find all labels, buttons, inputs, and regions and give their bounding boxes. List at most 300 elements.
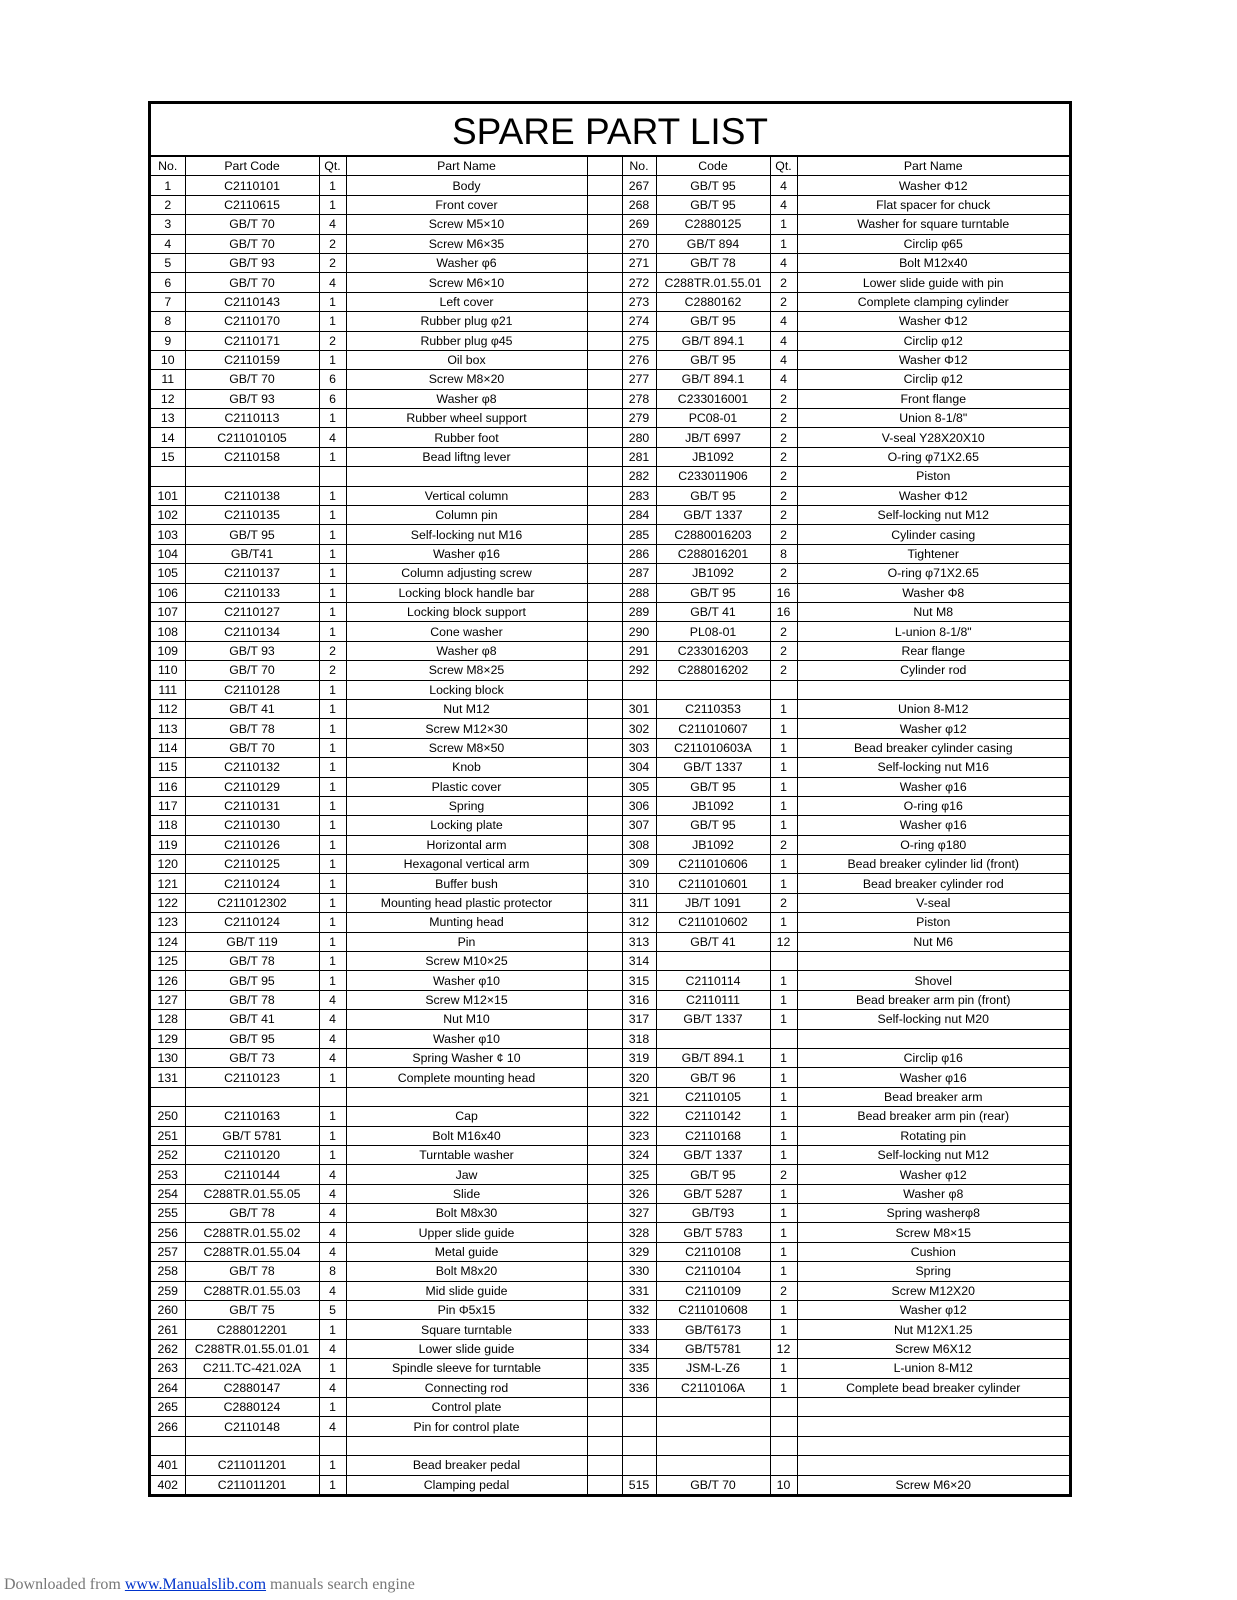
cell-spacer: [587, 602, 622, 621]
header-no-right: No.: [622, 157, 656, 176]
cell-part-name-right: [797, 952, 1069, 971]
table-row: [151, 641, 1069, 660]
cell-part-code: GB/T 78: [185, 952, 319, 971]
cell-qty: 2: [319, 253, 346, 272]
cell-part-name: Rubber foot: [346, 428, 587, 447]
table-row: [151, 486, 1069, 505]
footer-suffix: manuals search engine: [266, 1576, 415, 1593]
cell-code-right: PL08-01: [656, 622, 770, 641]
cell-code-right: C233016001: [656, 389, 770, 408]
cell-qty: 8: [319, 1262, 346, 1281]
table-row: [151, 1010, 1069, 1029]
cell-spacer: [587, 1436, 622, 1455]
cell-no-right: 274: [622, 312, 656, 331]
cell-part-name: Screw M12×15: [346, 990, 587, 1009]
cell-no: 12: [151, 389, 185, 408]
table-row: [151, 506, 1069, 525]
cell-part-code: C2110159: [185, 350, 319, 369]
cell-part-name-right: Cushion: [797, 1242, 1069, 1261]
cell-code-right: [656, 1436, 770, 1455]
cell-no-right: 326: [622, 1184, 656, 1203]
cell-code-right: C2110106A: [656, 1378, 770, 1397]
cell-qty-right: 2: [770, 292, 797, 311]
cell-part-code: GB/T 95: [185, 1029, 319, 1048]
table-row: [151, 409, 1069, 428]
cell-part-code: C2110137: [185, 564, 319, 583]
cell-spacer: [587, 1359, 622, 1378]
cell-no: 102: [151, 506, 185, 525]
cell-no: 107: [151, 602, 185, 621]
cell-qty: 1: [319, 738, 346, 757]
table-row: [151, 583, 1069, 602]
cell-no-right: 334: [622, 1339, 656, 1358]
cell-qty: 1: [319, 409, 346, 428]
cell-spacer: [587, 312, 622, 331]
cell-part-name-right: Rotating pin: [797, 1126, 1069, 1145]
cell-spacer: [587, 816, 622, 835]
cell-qty: 1: [319, 525, 346, 544]
cell-part-code: GB/T 5781: [185, 1126, 319, 1145]
cell-spacer: [587, 1126, 622, 1145]
cell-no-right: 287: [622, 564, 656, 583]
cell-no: 255: [151, 1204, 185, 1223]
cell-part-code: C2110158: [185, 447, 319, 466]
cell-part-name-right: Washer φ12: [797, 1165, 1069, 1184]
cell-part-name-right: Washer φ16: [797, 816, 1069, 835]
cell-qty-right: 2: [770, 661, 797, 680]
cell-no: 8: [151, 312, 185, 331]
cell-no: 121: [151, 874, 185, 893]
cell-part-name-right: Screw M8×15: [797, 1223, 1069, 1242]
cell-part-code: GB/T 95: [185, 525, 319, 544]
cell-qty: 4: [319, 1165, 346, 1184]
cell-part-name: Locking block support: [346, 602, 587, 621]
cell-qty: 2: [319, 641, 346, 660]
cell-qty-right: 1: [770, 699, 797, 718]
cell-code-right: GB/T 95: [656, 816, 770, 835]
cell-qty: 1: [319, 932, 346, 951]
cell-part-code: C2110123: [185, 1068, 319, 1087]
cell-no: [151, 467, 185, 486]
cell-qty: 1: [319, 1359, 346, 1378]
cell-no-right: 332: [622, 1301, 656, 1320]
cell-no-right: 269: [622, 215, 656, 234]
cell-spacer: [587, 525, 622, 544]
cell-qty-right: [770, 680, 797, 699]
cell-spacer: [587, 253, 622, 272]
cell-no: 1: [151, 176, 185, 195]
cell-qty: 4: [319, 215, 346, 234]
cell-no: 14: [151, 428, 185, 447]
cell-code-right: GB/T 95: [656, 1165, 770, 1184]
cell-part-code: GB/T 41: [185, 699, 319, 718]
download-footer: [4, 1576, 415, 1594]
cell-part-name: Control plate: [346, 1398, 587, 1417]
cell-part-name: Bead liftng lever: [346, 447, 587, 466]
cell-part-code: C2110134: [185, 622, 319, 641]
cell-qty-right: 1: [770, 1262, 797, 1281]
table-row: [151, 1242, 1069, 1261]
cell-qty-right: 1: [770, 816, 797, 835]
cell-part-name: Locking plate: [346, 816, 587, 835]
table-row: [151, 428, 1069, 447]
cell-part-code: C288TR.01.55.04: [185, 1242, 319, 1261]
cell-code-right: GB/T 894.1: [656, 331, 770, 350]
cell-qty-right: 1: [770, 1242, 797, 1261]
cell-part-name: Rubber plug φ21: [346, 312, 587, 331]
cell-qty-right: 2: [770, 564, 797, 583]
cell-spacer: [587, 506, 622, 525]
cell-part-code: GB/T 41: [185, 1010, 319, 1029]
cell-spacer: [587, 990, 622, 1009]
cell-part-name: Knob: [346, 758, 587, 777]
cell-code-right: C288016202: [656, 661, 770, 680]
cell-spacer: [587, 893, 622, 912]
cell-no: 4: [151, 234, 185, 253]
table-row: [151, 273, 1069, 292]
table-row: [151, 544, 1069, 563]
cell-part-code: GB/T 70: [185, 661, 319, 680]
table-row: [151, 816, 1069, 835]
cell-qty-right: 1: [770, 1378, 797, 1397]
cell-part-code: GB/T 93: [185, 389, 319, 408]
cell-qty: 1: [319, 1320, 346, 1339]
table-row: [151, 913, 1069, 932]
cell-part-name-right: Complete clamping cylinder: [797, 292, 1069, 311]
cell-qty-right: 2: [770, 835, 797, 854]
cell-qty: 1: [319, 874, 346, 893]
cell-part-name: Body: [346, 176, 587, 195]
table-row: [151, 990, 1069, 1009]
cell-code-right: JB1092: [656, 796, 770, 815]
cell-qty-right: 4: [770, 370, 797, 389]
cell-code-right: GB/T 894.1: [656, 370, 770, 389]
cell-part-code: GB/T 70: [185, 215, 319, 234]
cell-part-code: C211011201: [185, 1475, 319, 1494]
cell-no: 6: [151, 273, 185, 292]
table-row: [151, 1320, 1069, 1339]
cell-spacer: [587, 932, 622, 951]
cell-part-name: Slide: [346, 1184, 587, 1203]
cell-part-name-right: Self-locking nut M16: [797, 758, 1069, 777]
cell-part-name-right: Cylinder rod: [797, 661, 1069, 680]
cell-part-code: [185, 1087, 319, 1106]
cell-qty-right: 1: [770, 1184, 797, 1203]
cell-code-right: GB/T93: [656, 1204, 770, 1223]
cell-no: 124: [151, 932, 185, 951]
cell-no-right: 305: [622, 777, 656, 796]
cell-spacer: [587, 583, 622, 602]
cell-qty: 1: [319, 680, 346, 699]
cell-part-name-right: Self-locking nut M12: [797, 1145, 1069, 1164]
cell-spacer: [587, 486, 622, 505]
cell-spacer: [587, 1029, 622, 1048]
cell-no: 118: [151, 816, 185, 835]
cell-qty-right: 1: [770, 1048, 797, 1067]
cell-qty: 4: [319, 428, 346, 447]
cell-no: 116: [151, 777, 185, 796]
cell-qty-right: 4: [770, 312, 797, 331]
cell-no: [151, 1436, 185, 1455]
cell-no-right: [622, 680, 656, 699]
cell-code-right: GB/T 95: [656, 777, 770, 796]
cell-code-right: GB/T 41: [656, 602, 770, 621]
cell-no: 401: [151, 1456, 185, 1475]
table-row: [151, 525, 1069, 544]
cell-qty: 4: [319, 1242, 346, 1261]
cell-part-name-right: [797, 1398, 1069, 1417]
cell-no-right: 302: [622, 719, 656, 738]
cell-spacer: [587, 1145, 622, 1164]
cell-part-code: C2110171: [185, 331, 319, 350]
cell-no: 131: [151, 1068, 185, 1087]
cell-part-name-right: Bead breaker arm pin (rear): [797, 1107, 1069, 1126]
cell-part-name-right: [797, 1456, 1069, 1475]
cell-code-right: JB1092: [656, 835, 770, 854]
cell-part-code: GB/T 119: [185, 932, 319, 951]
cell-code-right: [656, 1417, 770, 1436]
cell-code-right: GB/T 96: [656, 1068, 770, 1087]
cell-no: 257: [151, 1242, 185, 1261]
table-row: [151, 564, 1069, 583]
cell-code-right: C233011906: [656, 467, 770, 486]
cell-part-name: Pin Φ5x15: [346, 1301, 587, 1320]
cell-no: 3: [151, 215, 185, 234]
cell-part-code: C2110124: [185, 874, 319, 893]
manualslib-link[interactable]: www.Manualslib.com: [124, 1576, 267, 1593]
cell-code-right: [656, 1398, 770, 1417]
cell-spacer: [587, 1204, 622, 1223]
cell-part-code: GB/T 75: [185, 1301, 319, 1320]
cell-spacer: [587, 1475, 622, 1494]
cell-qty: 1: [319, 176, 346, 195]
table-row: [151, 622, 1069, 641]
cell-qty-right: 10: [770, 1475, 797, 1494]
cell-part-name-right: Screw M6X12: [797, 1339, 1069, 1358]
table-row: [151, 331, 1069, 350]
cell-spacer: [587, 1048, 622, 1067]
table-row: [151, 661, 1069, 680]
cell-qty-right: 2: [770, 1165, 797, 1184]
cell-no-right: 312: [622, 913, 656, 932]
cell-no: 101: [151, 486, 185, 505]
cell-part-name-right: Bead breaker arm: [797, 1087, 1069, 1106]
cell-qty: 1: [319, 447, 346, 466]
cell-part-name-right: O-ring φ16: [797, 796, 1069, 815]
cell-no: 10: [151, 350, 185, 369]
cell-part-name: Jaw: [346, 1165, 587, 1184]
cell-qty-right: [770, 1417, 797, 1436]
cell-spacer: [587, 641, 622, 660]
cell-spacer: [587, 409, 622, 428]
cell-spacer: [587, 234, 622, 253]
cell-code-right: C2110105: [656, 1087, 770, 1106]
table-row: [151, 874, 1069, 893]
cell-qty-right: 2: [770, 486, 797, 505]
cell-qty-right: 1: [770, 1204, 797, 1223]
cell-part-name: Pin for control plate: [346, 1417, 587, 1436]
cell-qty-right: 1: [770, 719, 797, 738]
cell-qty: 1: [319, 312, 346, 331]
cell-qty-right: [770, 1029, 797, 1048]
cell-no-right: 325: [622, 1165, 656, 1184]
cell-qty-right: 1: [770, 1126, 797, 1145]
cell-part-name-right: Spring washerφ8: [797, 1204, 1069, 1223]
cell-part-code: GB/T 70: [185, 273, 319, 292]
cell-no: 126: [151, 971, 185, 990]
cell-no-right: 323: [622, 1126, 656, 1145]
cell-qty-right: 2: [770, 641, 797, 660]
cell-part-code: GB/T41: [185, 544, 319, 563]
cell-no-right: 306: [622, 796, 656, 815]
cell-part-name-right: Washer for square turntable: [797, 215, 1069, 234]
cell-qty-right: 1: [770, 1320, 797, 1339]
cell-qty-right: 4: [770, 176, 797, 195]
header-qty-right: Qt.: [770, 157, 797, 176]
cell-spacer: [587, 1378, 622, 1397]
cell-part-name: Metal guide: [346, 1242, 587, 1261]
cell-no: 251: [151, 1126, 185, 1145]
cell-part-name-right: Bolt M12x40: [797, 253, 1069, 272]
cell-no: 2: [151, 195, 185, 214]
cell-spacer: [587, 680, 622, 699]
table-row: [151, 1436, 1069, 1455]
cell-no-right: 331: [622, 1281, 656, 1300]
cell-qty-right: 1: [770, 1359, 797, 1378]
cell-spacer: [587, 1456, 622, 1475]
cell-part-name-right: [797, 1417, 1069, 1436]
cell-code-right: GB/T 78: [656, 253, 770, 272]
cell-no-right: 289: [622, 602, 656, 621]
cell-qty-right: 16: [770, 583, 797, 602]
cell-no-right: [622, 1417, 656, 1436]
header-part-code: Part Code: [185, 157, 319, 176]
cell-part-name: Washer φ8: [346, 389, 587, 408]
cell-part-name: Screw M8×25: [346, 661, 587, 680]
cell-part-name-right: Washer φ8: [797, 1184, 1069, 1203]
cell-qty-right: 2: [770, 447, 797, 466]
cell-no: [151, 1087, 185, 1106]
cell-qty: 1: [319, 622, 346, 641]
table-row: [151, 1378, 1069, 1397]
cell-spacer: [587, 215, 622, 234]
cell-part-name: Mid slide guide: [346, 1281, 587, 1300]
cell-no-right: 267: [622, 176, 656, 195]
cell-part-name-right: Cylinder casing: [797, 525, 1069, 544]
header-code-right: Code: [656, 157, 770, 176]
table-row: [151, 952, 1069, 971]
cell-no: 104: [151, 544, 185, 563]
cell-part-name-right: Self-locking nut M12: [797, 506, 1069, 525]
cell-qty: [319, 1436, 346, 1455]
cell-spacer: [587, 699, 622, 718]
cell-qty-right: 2: [770, 428, 797, 447]
cell-code-right: C2110108: [656, 1242, 770, 1261]
cell-no: 250: [151, 1107, 185, 1126]
cell-no-right: 290: [622, 622, 656, 641]
cell-no: 266: [151, 1417, 185, 1436]
cell-no: 103: [151, 525, 185, 544]
cell-spacer: [587, 1281, 622, 1300]
cell-code-right: GB/T 95: [656, 583, 770, 602]
cell-no: 114: [151, 738, 185, 757]
table-row: [151, 215, 1069, 234]
cell-qty-right: 1: [770, 1010, 797, 1029]
cell-part-name: [346, 1087, 587, 1106]
cell-part-name-right: Nut M8: [797, 602, 1069, 621]
cell-spacer: [587, 1165, 622, 1184]
cell-no: 402: [151, 1475, 185, 1494]
cell-qty: 4: [319, 1417, 346, 1436]
cell-part-name-right: Union 8-M12: [797, 699, 1069, 718]
cell-qty-right: [770, 952, 797, 971]
cell-qty: 1: [319, 913, 346, 932]
cell-spacer: [587, 1398, 622, 1417]
cell-no-right: 291: [622, 641, 656, 660]
cell-no-right: 276: [622, 350, 656, 369]
cell-part-name-right: Shovel: [797, 971, 1069, 990]
cell-part-name-right: Bead breaker arm pin (front): [797, 990, 1069, 1009]
cell-part-name-right: Rear flange: [797, 641, 1069, 660]
cell-no-right: 279: [622, 409, 656, 428]
cell-no-right: 301: [622, 699, 656, 718]
cell-qty: 4: [319, 1223, 346, 1242]
cell-part-name-right: Washer Φ8: [797, 583, 1069, 602]
cell-part-name-right: [797, 680, 1069, 699]
cell-qty: 1: [319, 1068, 346, 1087]
cell-no: 263: [151, 1359, 185, 1378]
cell-part-name: Locking block handle bar: [346, 583, 587, 602]
cell-part-name-right: O-ring φ180: [797, 835, 1069, 854]
table-row: [151, 1029, 1069, 1048]
cell-qty-right: 4: [770, 331, 797, 350]
cell-code-right: GB/T6173: [656, 1320, 770, 1339]
cell-qty: 1: [319, 544, 346, 563]
cell-part-name-right: [797, 1029, 1069, 1048]
cell-part-name-right: Bead breaker cylinder casing: [797, 738, 1069, 757]
cell-part-code: C2110133: [185, 583, 319, 602]
cell-spacer: [587, 1010, 622, 1029]
cell-spacer: [587, 1087, 622, 1106]
cell-spacer: [587, 1339, 622, 1358]
cell-part-name-right: Circlip φ65: [797, 234, 1069, 253]
cell-part-name-right: O-ring φ71X2.65: [797, 564, 1069, 583]
cell-part-code: C211010105: [185, 428, 319, 447]
cell-code-right: C2880125: [656, 215, 770, 234]
cell-code-right: C211010608: [656, 1301, 770, 1320]
cell-no: 256: [151, 1223, 185, 1242]
cell-qty: 1: [319, 1475, 346, 1494]
table-row: [151, 447, 1069, 466]
cell-part-code: GB/T 93: [185, 253, 319, 272]
cell-part-name: Washer φ16: [346, 544, 587, 563]
table-row: [151, 1475, 1069, 1494]
cell-no-right: 275: [622, 331, 656, 350]
cell-qty-right: 1: [770, 971, 797, 990]
cell-code-right: C211010603A: [656, 738, 770, 757]
cell-code-right: GB/T 95: [656, 312, 770, 331]
header-part-name-right: Part Name: [797, 157, 1069, 176]
cell-qty-right: 2: [770, 409, 797, 428]
parts-table: [151, 156, 1069, 1494]
cell-part-code: C288TR.01.55.02: [185, 1223, 319, 1242]
table-row: [151, 1107, 1069, 1126]
cell-spacer: [587, 1262, 622, 1281]
cell-no-right: 308: [622, 835, 656, 854]
cell-qty-right: 1: [770, 874, 797, 893]
cell-qty: 1: [319, 486, 346, 505]
cell-part-code: C2110170: [185, 312, 319, 331]
